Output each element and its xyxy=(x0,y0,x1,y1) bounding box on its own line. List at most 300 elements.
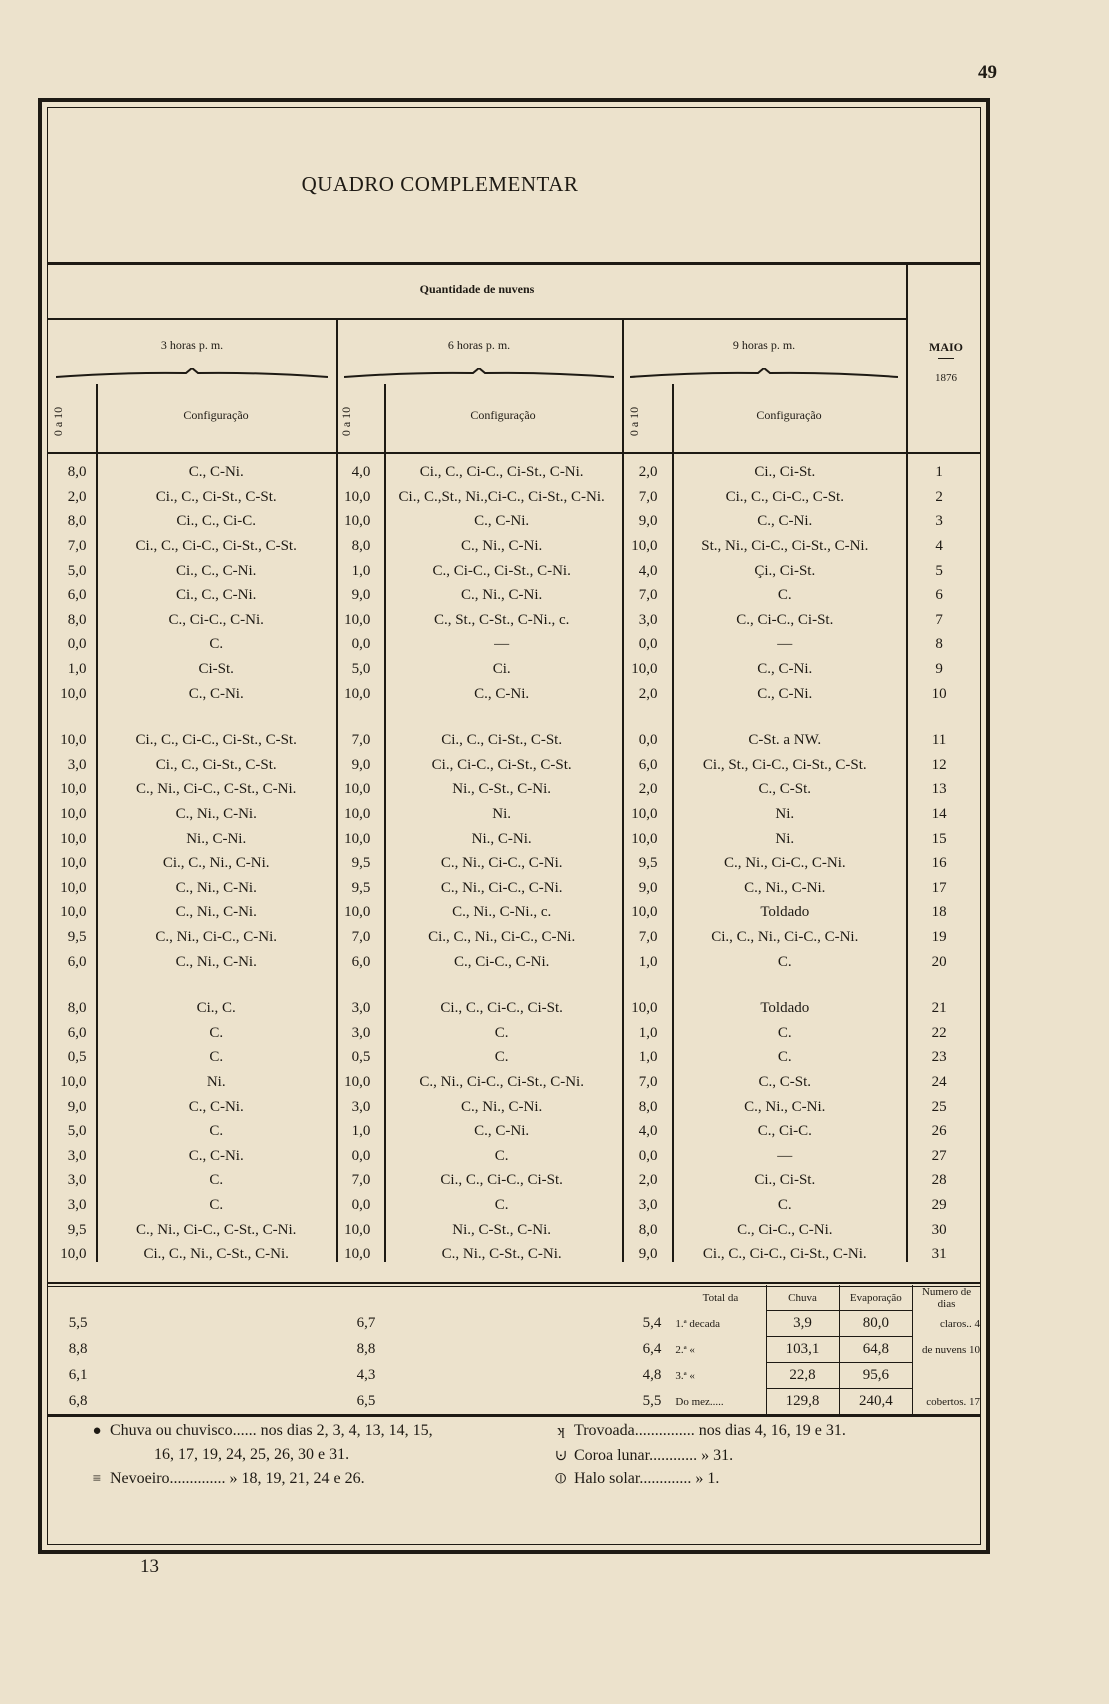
cell-ac: Ci., C., C-Ni. xyxy=(175,562,257,579)
cell-cc: Toldado xyxy=(760,904,810,921)
brace-icon xyxy=(56,368,328,380)
rain-header: Chuva xyxy=(766,1285,839,1311)
legend-corona: ⊍ Coroa lunar............ » 31. xyxy=(548,1446,733,1465)
cell-d: 8 xyxy=(935,636,943,653)
scale-label-9pm: 0 a 10 xyxy=(627,406,642,437)
period-3pm: 3 horas p. m. xyxy=(160,338,224,352)
table-row xyxy=(48,826,980,851)
cell-cc: — xyxy=(777,636,793,653)
cell-a: 8,0 xyxy=(67,513,87,530)
summary-evap: 240,4 xyxy=(839,1389,913,1415)
halo-icon: ⦶ xyxy=(555,1471,567,1487)
cell-a: 10,0 xyxy=(60,685,87,702)
table-row xyxy=(48,728,980,753)
summary-row xyxy=(48,1311,980,1337)
summary-table xyxy=(48,1285,980,1415)
table-row xyxy=(48,1070,980,1095)
cell-c: 9,5 xyxy=(638,855,658,872)
cell-a: 10,0 xyxy=(60,1246,87,1263)
signature-mark: 13 xyxy=(140,1556,159,1577)
cell-ac: C., Ni., C-Ni. xyxy=(175,904,257,921)
cell-d: 20 xyxy=(931,953,947,970)
config-header-6pm: Configuração xyxy=(470,408,536,422)
cell-b: 7,0 xyxy=(351,928,371,945)
cell-bc: C. xyxy=(494,1049,509,1066)
summary-row xyxy=(48,1363,980,1389)
summary-chuva: 3,9 xyxy=(766,1311,839,1337)
cell-b: 7,0 xyxy=(351,1172,371,1189)
cell-a: 3,0 xyxy=(67,756,87,773)
cell-bc: C., Ci-C., Ci-St., C-Ni. xyxy=(432,562,571,579)
cell-c: 0,0 xyxy=(638,1147,658,1164)
cell-d: 18 xyxy=(931,904,947,921)
group-header: Quantidade de nuvens xyxy=(419,282,535,296)
cell-d: 12 xyxy=(931,756,947,773)
cell-ac: C. xyxy=(209,1049,224,1066)
cloud-table xyxy=(48,460,980,1266)
cell-a: 9,0 xyxy=(67,1098,87,1115)
cell-d: 13 xyxy=(931,781,947,798)
cell-c: 10,0 xyxy=(631,830,658,847)
cell-cc: C., Ci-C. xyxy=(757,1123,812,1140)
cell-bc: C., C-Ni. xyxy=(474,513,530,530)
cell-cc: C. xyxy=(777,1049,792,1066)
cell-b: 9,5 xyxy=(351,879,371,896)
cell-d: 3 xyxy=(935,513,943,530)
cell-ac: Ni. xyxy=(206,1073,226,1090)
summary-b: 4,3 xyxy=(356,1367,376,1383)
config-header-3pm: Configuração xyxy=(183,408,249,422)
cell-bc: C., Ni., C-Ni., c. xyxy=(452,904,552,921)
period-6pm: 6 horas p. m. xyxy=(447,338,511,352)
cell-cc: Ci., C., Ni., Ci-C., C-Ni. xyxy=(711,928,859,945)
cell-b: 6,0 xyxy=(351,953,371,970)
cell-ac: Ci., C., Ci-C., Ci-St., C-St. xyxy=(135,732,297,749)
cell-b: 9,0 xyxy=(351,587,371,604)
days-header: Numero de dias xyxy=(913,1285,980,1311)
cell-b: 9,5 xyxy=(351,855,371,872)
cell-c: 10,0 xyxy=(631,661,658,678)
cell-c: 0,0 xyxy=(638,636,658,653)
cell-a: 1,0 xyxy=(67,661,87,678)
legend-halo: ⦶ Halo solar............. » 1. xyxy=(548,1470,719,1488)
cell-c: 1,0 xyxy=(638,1024,658,1041)
cell-ac: C., Ci-C., C-Ni. xyxy=(168,611,264,628)
cell-d: 26 xyxy=(931,1123,947,1140)
cell-ac: C., Ni., C-Ni. xyxy=(175,806,257,823)
cell-cc: C. xyxy=(777,1196,792,1213)
summary-dias: claros.. 4 xyxy=(913,1311,980,1337)
cell-d: 1 xyxy=(935,464,943,481)
table-row xyxy=(48,996,980,1021)
cell-cc: C., Ni., C-Ni. xyxy=(744,879,826,896)
cell-cc: C., Ci-C., Ci-St. xyxy=(736,611,834,628)
cell-cc: Toldado xyxy=(760,1000,810,1017)
cell-ac: Ci., C., C-Ni. xyxy=(175,587,257,604)
table-row xyxy=(48,583,980,608)
scale-label-3pm: 0 a 10 xyxy=(51,406,66,437)
cell-bc: Ci., C.,St., Ni.,Ci-C., Ci-St., C-Ni. xyxy=(398,488,605,505)
summary-b: 6,7 xyxy=(356,1315,376,1331)
cell-a: 9,5 xyxy=(67,928,87,945)
table-row xyxy=(48,1168,980,1193)
cell-ac: C., C-Ni. xyxy=(188,1098,244,1115)
evap-header: Evaporação xyxy=(839,1285,913,1311)
cell-c: 9,0 xyxy=(638,513,658,530)
cell-d: 2 xyxy=(935,488,943,505)
cell-a: 7,0 xyxy=(67,538,87,555)
table-row xyxy=(48,949,980,974)
cell-b: 10,0 xyxy=(344,904,371,921)
cell-b: 10,0 xyxy=(344,488,371,505)
scale-label-6pm: 0 a 10 xyxy=(339,406,354,437)
cell-cc: — xyxy=(777,1147,793,1164)
cell-ac: Ci., C., Ci-C. xyxy=(176,513,256,530)
cell-d: 24 xyxy=(931,1073,947,1090)
cell-b: 9,0 xyxy=(351,756,371,773)
table-row xyxy=(48,657,980,682)
legend-rain-cont: 16, 17, 19, 24, 25, 26, 30 e 31. xyxy=(154,1446,350,1463)
table-row xyxy=(48,1242,980,1267)
table-row xyxy=(48,925,980,950)
legend-thunder: ʞ Trovoada............... nos dias 4, 16, 19 e 31. xyxy=(548,1422,846,1440)
cell-ac: C., Ni., Ci-C., C-St., C-Ni. xyxy=(135,781,297,798)
year-header: 1876 xyxy=(935,372,957,384)
cell-d: 22 xyxy=(931,1024,947,1041)
cell-bc: Ci., C., Ci-C., Ci-St., C-Ni. xyxy=(419,464,584,481)
cell-a: 5,0 xyxy=(67,562,87,579)
summary-row xyxy=(48,1337,980,1363)
cell-c: 4,0 xyxy=(638,1123,658,1140)
cell-c: 9,0 xyxy=(638,879,658,896)
summary-dias xyxy=(913,1363,980,1389)
cell-a: 6,0 xyxy=(67,587,87,604)
cell-cc: St., Ni., Ci-C., Ci-St., C-Ni. xyxy=(701,538,869,555)
table-row xyxy=(48,1217,980,1242)
cell-d: 10 xyxy=(931,685,947,702)
cell-ac: C. xyxy=(209,1123,224,1140)
cell-b: 1,0 xyxy=(351,1123,371,1140)
cell-cc: Ci., C., Ci-C., Ci-St., C-Ni. xyxy=(702,1246,867,1263)
cell-b: 10,0 xyxy=(344,611,371,628)
cell-bc: Ci., C., Ci-C., Ci-St. xyxy=(440,1000,563,1017)
cell-b: 10,0 xyxy=(344,1221,371,1238)
cell-bc: C. xyxy=(494,1147,509,1164)
table-row xyxy=(48,1045,980,1070)
cell-ac: C., Ni., C-Ni. xyxy=(175,879,257,896)
cell-a: 10,0 xyxy=(60,732,87,749)
cell-a: 8,0 xyxy=(67,1000,87,1017)
cell-bc: Ni. xyxy=(492,806,512,823)
cell-a: 10,0 xyxy=(60,904,87,921)
cell-b: 10,0 xyxy=(344,1073,371,1090)
cell-bc: C., Ni., C-Ni. xyxy=(461,587,543,604)
cell-b: 0,0 xyxy=(351,1147,371,1164)
cell-ac: C., Ni., C-Ni. xyxy=(175,953,257,970)
cell-b: 3,0 xyxy=(351,1024,371,1041)
legend-rain: ● Chuva ou chuvisco...... nos dias 2, 3, 4, 13, 14, 15, xyxy=(84,1422,433,1440)
cell-ac: Ni., C-Ni. xyxy=(186,830,247,847)
cell-cc: C., C-Ni. xyxy=(757,661,813,678)
summary-b: 6,5 xyxy=(356,1393,376,1409)
summary-label: 3.ª « xyxy=(675,1369,695,1382)
summary-b: 8,8 xyxy=(356,1341,376,1357)
cell-ac: Ci., C., Ni., C-Ni. xyxy=(162,855,270,872)
cell-d: 19 xyxy=(931,928,947,945)
cell-d: 31 xyxy=(931,1246,947,1263)
cell-c: 1,0 xyxy=(638,953,658,970)
cell-c: 3,0 xyxy=(638,1196,658,1213)
cell-c: 4,0 xyxy=(638,562,658,579)
cell-c: 9,0 xyxy=(638,1246,658,1263)
summary-a: 6,1 xyxy=(68,1367,88,1383)
cell-cc: C-St. a NW. xyxy=(748,732,822,749)
cell-ac: Ci., C. xyxy=(196,1000,236,1017)
cell-bc: C., C-Ni. xyxy=(474,1123,530,1140)
config-header-9pm: Configuração xyxy=(756,408,822,422)
page-title: QUADRO COMPLEMENTAR xyxy=(301,172,579,196)
cell-cc: Çi., Ci-St. xyxy=(754,562,816,579)
cell-b: 0,0 xyxy=(351,636,371,653)
cell-cc: C. xyxy=(777,587,792,604)
table-row xyxy=(48,851,980,876)
table-row xyxy=(48,534,980,559)
cell-c: 8,0 xyxy=(638,1098,658,1115)
cell-b: 3,0 xyxy=(351,1000,371,1017)
cell-a: 9,5 xyxy=(67,1221,87,1238)
cell-cc: Ci., Ci-St. xyxy=(754,464,816,481)
cell-ac: Ci-St. xyxy=(198,661,234,678)
cell-ac: C. xyxy=(209,1196,224,1213)
cell-a: 2,0 xyxy=(67,488,87,505)
cell-b: 7,0 xyxy=(351,732,371,749)
table-row xyxy=(48,632,980,657)
cell-c: 6,0 xyxy=(638,756,658,773)
summary-chuva: 103,1 xyxy=(766,1337,839,1363)
cell-bc: Ci., C., Ci-St., C-St. xyxy=(441,732,563,749)
brace-icon xyxy=(344,368,614,380)
table-row xyxy=(48,1119,980,1144)
cell-bc: C., Ni., Ci-C., C-Ni. xyxy=(440,855,563,872)
cell-a: 10,0 xyxy=(60,855,87,872)
table-row xyxy=(48,558,980,583)
cell-ac: Ci., C., Ci-St., C-St. xyxy=(155,756,277,773)
table-row xyxy=(48,460,980,485)
cell-b: 10,0 xyxy=(344,830,371,847)
cell-c: 2,0 xyxy=(638,464,658,481)
cell-c: 2,0 xyxy=(638,781,658,798)
summary-a: 6,8 xyxy=(68,1393,88,1409)
cell-bc: Ni., C-St., C-Ni. xyxy=(452,781,552,798)
cell-bc: C. xyxy=(494,1196,509,1213)
cell-d: 28 xyxy=(931,1172,947,1189)
cell-c: 10,0 xyxy=(631,806,658,823)
cell-b: 1,0 xyxy=(351,562,371,579)
summary-chuva: 22,8 xyxy=(766,1363,839,1389)
cell-d: 25 xyxy=(931,1098,947,1115)
summary-a: 5,5 xyxy=(68,1315,88,1331)
cell-b: 8,0 xyxy=(351,538,371,555)
cell-c: 7,0 xyxy=(638,928,658,945)
cell-d: 29 xyxy=(931,1196,947,1213)
cell-a: 10,0 xyxy=(60,879,87,896)
cell-d: 16 xyxy=(931,855,947,872)
cell-ac: Ci., C., Ci-C., Ci-St., C-St. xyxy=(135,538,297,555)
cell-bc: C., Ni., C-Ni. xyxy=(461,1098,543,1115)
cell-c: 10,0 xyxy=(631,538,658,555)
cell-bc: Ci., Ci-C., Ci-St., C-St. xyxy=(431,756,572,773)
table-row xyxy=(48,1193,980,1218)
table-row xyxy=(48,802,980,827)
brace-icon xyxy=(630,368,898,380)
table-row xyxy=(48,1143,980,1168)
cell-b: 5,0 xyxy=(351,661,371,678)
cell-cc: Ci., C., Ci-C., C-St. xyxy=(725,488,844,505)
summary-c: 4,8 xyxy=(642,1367,662,1383)
table-row xyxy=(48,608,980,633)
cell-d: 15 xyxy=(931,830,947,847)
cell-c: 7,0 xyxy=(638,488,658,505)
cell-a: 0,5 xyxy=(67,1049,87,1066)
table-row xyxy=(48,1094,980,1119)
cell-bc: Ci., C., Ci-C., Ci-St. xyxy=(440,1172,563,1189)
cell-a: 6,0 xyxy=(67,953,87,970)
cell-bc: C., St., C-St., C-Ni., c. xyxy=(433,611,570,628)
table-row xyxy=(48,681,980,706)
cell-ac: C. xyxy=(209,1172,224,1189)
thunder-icon: ʞ xyxy=(557,1423,565,1439)
table-row xyxy=(48,1020,980,1045)
cell-b: 0,0 xyxy=(351,1196,371,1213)
summary-a: 8,8 xyxy=(68,1341,88,1357)
summary-chuva: 129,8 xyxy=(766,1389,839,1415)
cell-a: 5,0 xyxy=(67,1123,87,1140)
summary-dias: cobertos. 17 xyxy=(913,1389,980,1415)
summary-c: 5,4 xyxy=(642,1315,662,1331)
cell-cc: C., C-St. xyxy=(758,781,812,798)
cell-bc: C., Ni., Ci-C., Ci-St., C-Ni. xyxy=(419,1073,584,1090)
cell-b: 10,0 xyxy=(344,685,371,702)
cell-ac: Ci., C., Ci-St., C-St. xyxy=(155,488,277,505)
cell-ac: C., C-Ni. xyxy=(188,464,244,481)
cell-cc: C., Ni., C-Ni. xyxy=(744,1098,826,1115)
table-row xyxy=(48,753,980,778)
cell-a: 10,0 xyxy=(60,830,87,847)
cell-a: 3,0 xyxy=(67,1172,87,1189)
table-row xyxy=(48,777,980,802)
summary-row xyxy=(48,1389,980,1415)
period-9pm: 9 horas p. m. xyxy=(732,338,796,352)
cell-d: 6 xyxy=(935,587,943,604)
cell-c: 8,0 xyxy=(638,1221,658,1238)
cell-c: 2,0 xyxy=(638,685,658,702)
cell-c: 7,0 xyxy=(638,587,658,604)
cell-d: 17 xyxy=(931,879,947,896)
cell-bc: C., Ni., C-St., C-Ni. xyxy=(441,1246,562,1263)
cell-b: 3,0 xyxy=(351,1098,371,1115)
cell-c: 1,0 xyxy=(638,1049,658,1066)
cell-a: 10,0 xyxy=(60,806,87,823)
cell-ac: C., Ni., Ci-C., C-Ni. xyxy=(155,928,278,945)
corona-icon: ⊍ xyxy=(554,1448,568,1464)
cell-d: 5 xyxy=(935,562,943,579)
cell-cc: Ni. xyxy=(775,806,795,823)
cell-a: 3,0 xyxy=(67,1196,87,1213)
total-header: Total da xyxy=(702,1291,739,1304)
cell-cc: C., C-Ni. xyxy=(757,513,813,530)
cell-bc: C., Ci-C., C-Ni. xyxy=(453,953,550,970)
cell-cc: C., C-St. xyxy=(758,1073,812,1090)
summary-c: 6,4 xyxy=(642,1341,662,1357)
cell-bc: C., Ni., Ci-C., C-Ni. xyxy=(440,879,563,896)
cell-d: 21 xyxy=(931,1000,947,1017)
cell-b: 10,0 xyxy=(344,806,371,823)
cell-c: 2,0 xyxy=(638,1172,658,1189)
cell-bc: Ni., C-St., C-Ni. xyxy=(452,1221,552,1238)
cell-d: 27 xyxy=(931,1147,947,1164)
cell-d: 23 xyxy=(931,1049,947,1066)
month-header: MAIO xyxy=(929,340,963,354)
cell-a: 3,0 xyxy=(67,1147,87,1164)
cell-c: 0,0 xyxy=(638,732,658,749)
summary-label: Do mez..... xyxy=(675,1395,724,1408)
cell-cc: C., Ni., Ci-C., C-Ni. xyxy=(723,855,846,872)
summary-evap: 95,6 xyxy=(839,1363,913,1389)
cell-a: 10,0 xyxy=(60,781,87,798)
summary-label: 2.ª « xyxy=(675,1343,695,1356)
cell-cc: Ci., St., Ci-C., Ci-St., C-St. xyxy=(702,756,867,773)
cell-cc: Ci., Ci-St. xyxy=(754,1172,816,1189)
table-row xyxy=(48,900,980,925)
rain-icon: ● xyxy=(92,1423,102,1439)
cell-ac: C., C-Ni. xyxy=(188,1147,244,1164)
cell-b: 0,5 xyxy=(351,1049,371,1066)
cell-a: 8,0 xyxy=(67,611,87,628)
summary-evap: 80,0 xyxy=(839,1311,913,1337)
fog-icon: ≡ xyxy=(92,1471,102,1487)
cell-c: 10,0 xyxy=(631,904,658,921)
table-row xyxy=(48,509,980,534)
cell-c: 10,0 xyxy=(631,1000,658,1017)
cell-b: 10,0 xyxy=(344,513,371,530)
cell-cc: C., Ci-C., C-Ni. xyxy=(737,1221,833,1238)
cell-ac: C. xyxy=(209,636,224,653)
cell-a: 6,0 xyxy=(67,1024,87,1041)
cell-b: 10,0 xyxy=(344,1246,371,1263)
cell-bc: C., C-Ni. xyxy=(474,685,530,702)
cell-d: 11 xyxy=(931,732,947,749)
summary-label: 1.ª decada xyxy=(675,1317,720,1330)
cell-d: 30 xyxy=(931,1221,947,1238)
cell-c: 3,0 xyxy=(638,611,658,628)
legend-fog: ≡ Nevoeiro.............. » 18, 19, 21, 24 e 26. xyxy=(84,1470,365,1488)
cell-d: 7 xyxy=(935,611,943,628)
summary-c: 5,5 xyxy=(642,1393,662,1409)
cell-ac: C. xyxy=(209,1024,224,1041)
cell-d: 4 xyxy=(935,538,943,555)
cell-b: 4,0 xyxy=(351,464,371,481)
cell-bc: Ci. xyxy=(492,661,511,678)
summary-evap: 64,8 xyxy=(839,1337,913,1363)
cell-ac: C., Ni., Ci-C., C-St., C-Ni. xyxy=(135,1221,297,1238)
cell-bc: C. xyxy=(494,1024,509,1041)
summary-dias: de nuvens 10 xyxy=(913,1337,980,1363)
cell-d: 14 xyxy=(931,806,947,823)
cell-bc: — xyxy=(494,636,510,653)
cell-cc: C. xyxy=(777,953,792,970)
cell-a: 10,0 xyxy=(60,1073,87,1090)
cell-d: 9 xyxy=(935,661,943,678)
